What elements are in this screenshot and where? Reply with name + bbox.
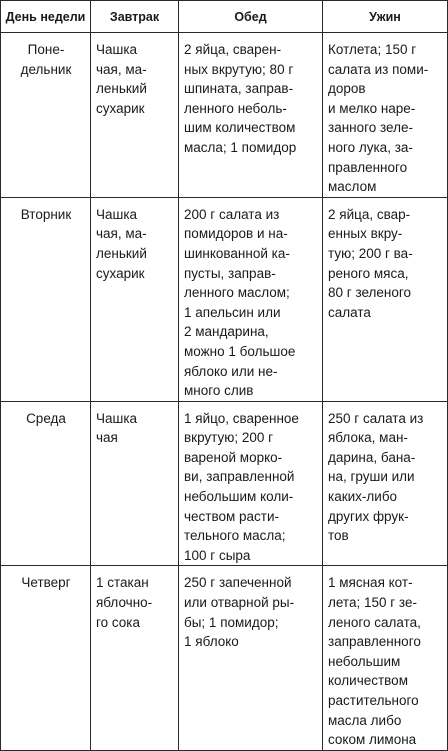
lunch-cell: 250 г запеченной или отварной ры- бы; 1 помидор; 1 яблоко xyxy=(179,566,323,750)
header-row xyxy=(1,1,448,33)
header-dinner: Ужин xyxy=(323,1,448,33)
lunch-cell: 1 яйцо, сваренное вкрутую; 200 г вареной морко- ви, заправленной небольшим коли- чеством расти- тельного масла; 100 г сыра xyxy=(179,401,323,566)
breakfast-cell: 1 стакан яблочно- го сока xyxy=(91,566,179,750)
dinner-cell: 2 яйца, свар- енных вкру- тую; 200 г ва- реного мяса, 80 г зеленого салата xyxy=(323,197,448,401)
day-cell: Четверг xyxy=(1,566,91,750)
header-breakfast: Завтрак xyxy=(91,1,179,33)
breakfast-cell: Чашка чая, ма- ленький сухарик xyxy=(91,197,179,401)
dinner-cell: Котлета; 150 г салата из поми- доров и мелко наре- занного зеле- ного лука, за- правленного маслом xyxy=(323,33,448,198)
day-cell: Вторник xyxy=(1,197,91,401)
table-row xyxy=(1,566,448,750)
table-row xyxy=(1,401,448,566)
header-day: День недели xyxy=(1,1,91,33)
lunch-cell: 2 яйца, сварен- ных вкрутую; 80 г шпината, заправ- ленного неболь- шим количеством масла; 1 помидор xyxy=(179,33,323,198)
header-lunch: Обед xyxy=(179,1,323,33)
breakfast-cell: Чашка чая, ма- ленький сухарик xyxy=(91,33,179,198)
dinner-cell: 1 мясная кот- лета; 150 г зе- леного салата, заправленного небольшим количеством растительного масла либо соком лимона xyxy=(323,566,448,750)
dinner-cell: 250 г салата из яблока, ман- дарина, бана- на, груши или каких-либо других фрук- тов xyxy=(323,401,448,566)
table-row xyxy=(1,197,448,401)
breakfast-cell: Чашка чая xyxy=(91,401,179,566)
day-cell: Среда xyxy=(1,401,91,566)
day-cell: Поне- дельник xyxy=(1,33,91,198)
lunch-cell: 200 г салата из помидоров и на- шинкованной ка- пусты, заправ- ленного маслом; 1 апельсин или 2 мандарина, можно 1 большое яблоко или не- много слив xyxy=(179,197,323,401)
table-row xyxy=(1,33,448,198)
